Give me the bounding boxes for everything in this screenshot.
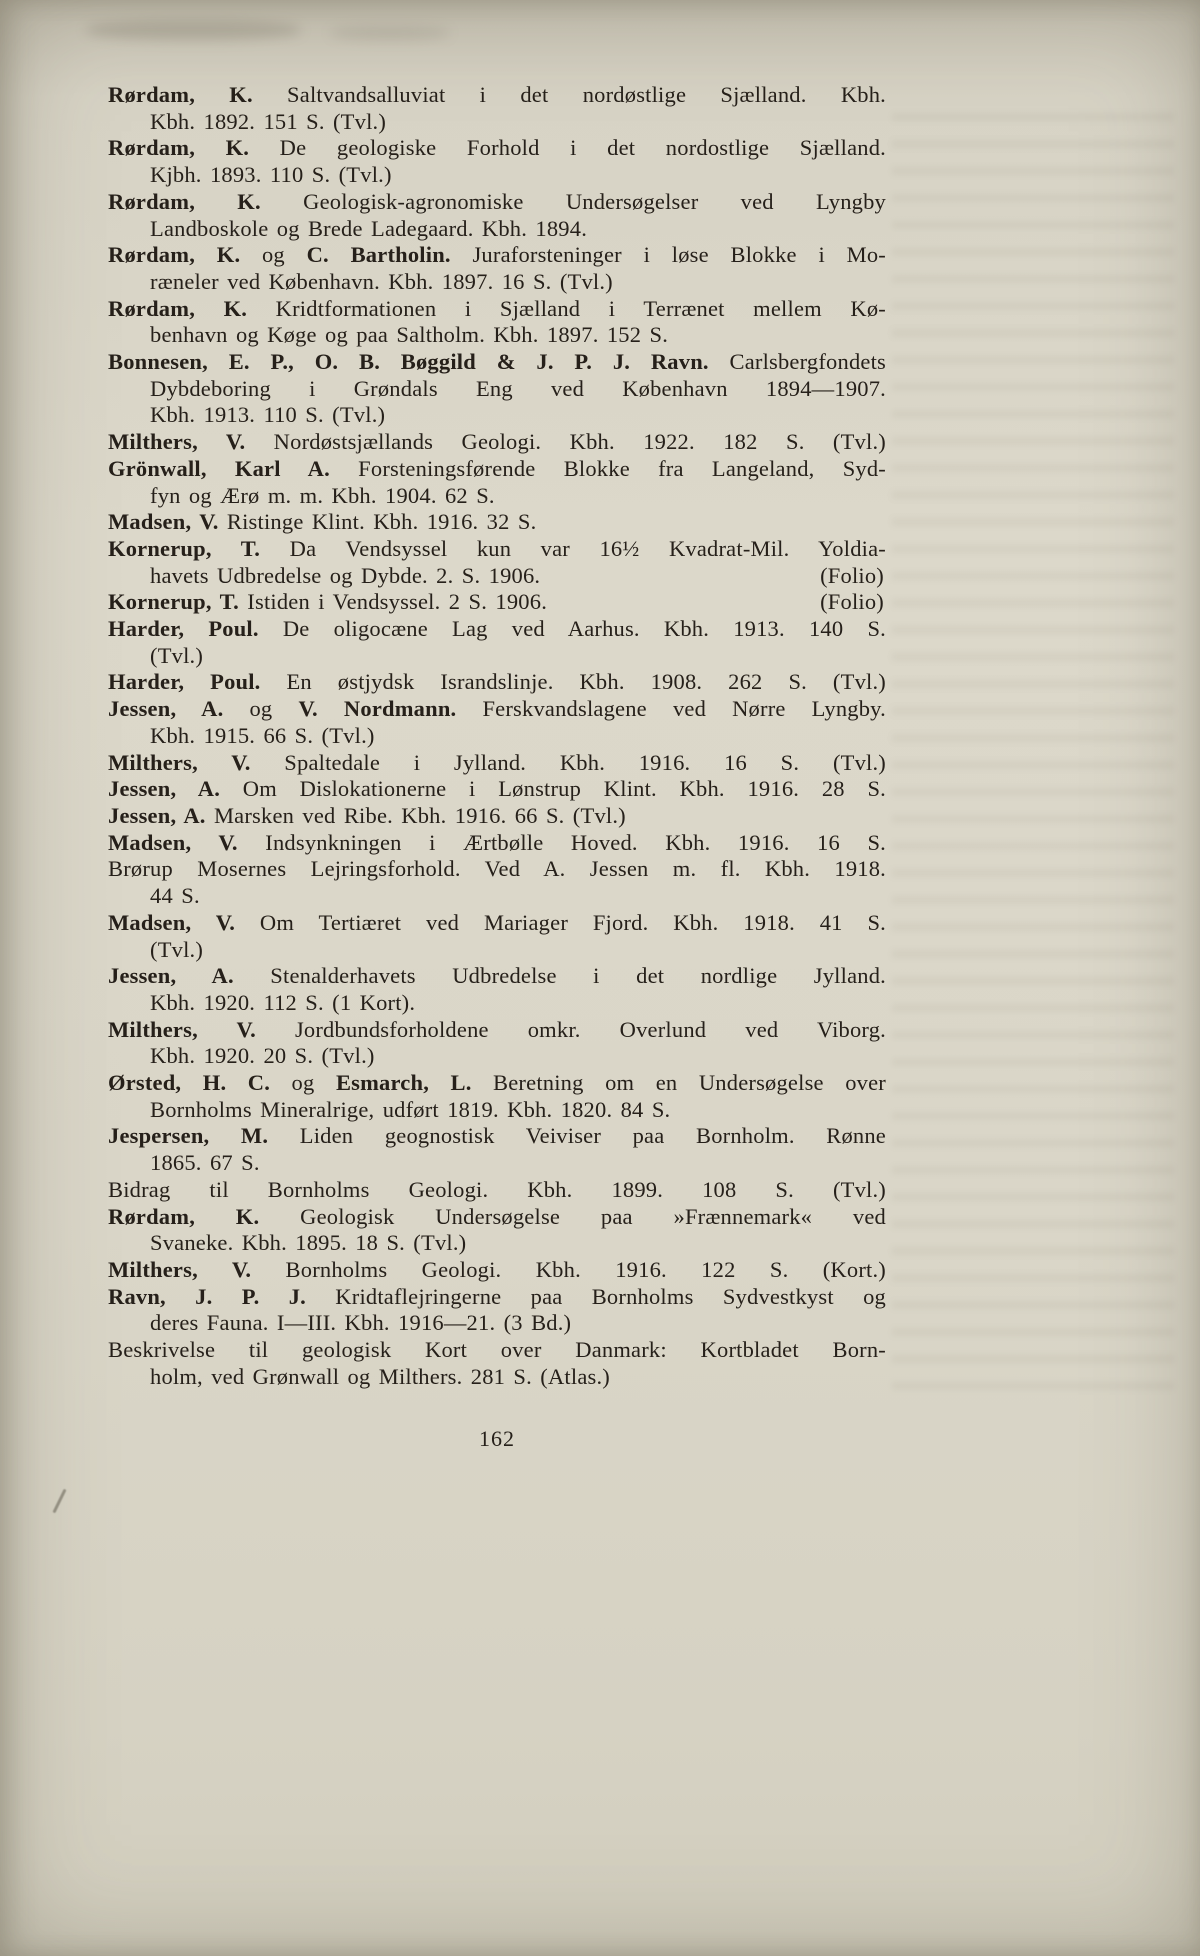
bibliography-entry (108, 296, 886, 349)
entry-line (108, 109, 886, 136)
bibliography-entry (108, 616, 886, 669)
top-smudge (86, 20, 301, 40)
author-name: Jespersen, M. (108, 1123, 269, 1149)
bibliography-entry (108, 456, 886, 509)
author-name: Harder, Poul. (108, 616, 259, 642)
entry-line (108, 135, 886, 162)
entry-line (108, 910, 886, 937)
entry-text: og (240, 242, 307, 268)
entry-text: Ristinge Klint. Kbh. 1916. 32 S. (218, 509, 537, 535)
entry-text: De oligocæne Lag ved Aarhus. Kbh. 1913. 140 S. (258, 616, 886, 642)
entry-text: Om Tertiæret ved Mariager Fjord. Kbh. 1918. 41 S. (235, 909, 886, 935)
entry-line (108, 1123, 886, 1150)
format-note: (Folio) (820, 562, 884, 588)
entry-text: Istiden i Vendsyssel. 2 S. 1906. (238, 589, 548, 615)
bibliography-entry (108, 189, 886, 242)
entry-line (108, 1284, 886, 1311)
author-name: Ørsted, H. C. (108, 1070, 271, 1096)
entry-text: Kbh. 1920. 112 S. (1 Kort). (150, 989, 416, 1015)
bibliography-entry (108, 1284, 886, 1337)
author-name: Jessen, A. (108, 802, 206, 828)
entry-text: og (270, 1070, 336, 1096)
author-name: Jessen, A. (108, 776, 221, 802)
bibliography-entry (108, 536, 886, 589)
entry-text: Kbh. 1915. 66 S. (Tvl.) (150, 722, 375, 748)
bibliography-entry (108, 349, 886, 429)
bibliography-entry (108, 669, 886, 696)
entry-line (108, 483, 886, 510)
pencil-mark (52, 1489, 66, 1514)
entry-text: Nordøstsjællands Geologi. Kbh. 1922. 182 S. (Tvl.) (245, 429, 886, 455)
entry-text: Landboskole og Brede Ladegaard. Kbh. 1894. (150, 215, 588, 241)
entry-text: holm, ved Grønwall og Milthers. 281 S. (Atlas.) (150, 1363, 610, 1389)
bibliography-entry (108, 429, 886, 456)
author-name: Rørdam, K. (108, 1203, 260, 1229)
author-name: Rørdam, K. (108, 135, 250, 161)
entry-line (108, 269, 886, 296)
bleedthrough-ghost-text (892, 96, 1174, 1406)
entry-line (108, 162, 886, 189)
author-name: Harder, Poul. (108, 669, 261, 695)
entry-line (108, 803, 886, 830)
bibliography-entry (108, 750, 886, 777)
entry-text: Geologisk Undersøgelse paa »Frænnemark« ved (259, 1203, 886, 1229)
entry-line (108, 990, 886, 1017)
entry-text: Kridtaflejringerne paa Bornholms Sydvestkyst og (306, 1283, 886, 1309)
entry-text: Juraforsteninger i løse Blokke i Mo- (450, 242, 886, 268)
author-name: Bonnesen, E. P., O. B. Bøggild & J. P. J. Ravn. (108, 349, 709, 375)
bibliography-entry (108, 1257, 886, 1284)
entry-text: deres Fauna. I—III. Kbh. 1916—21. (3 Bd.) (150, 1310, 572, 1336)
entry-text: Kbh. 1920. 20 S. (Tvl.) (150, 1043, 375, 1069)
entry-text: Liden geognostisk Veiviser paa Bornholm. Rønne (268, 1123, 886, 1149)
entry-line (108, 536, 886, 563)
entry-line (108, 349, 886, 376)
author-name: Milthers, V. (108, 1016, 256, 1042)
entry-line (108, 589, 886, 616)
entry-line (108, 643, 886, 670)
entry-line (108, 669, 886, 696)
entry-text: Svaneke. Kbh. 1895. 18 S. (Tvl.) (150, 1230, 467, 1256)
author-name: V. Nordmann. (298, 696, 457, 722)
author-name: Grönwall, Karl A. (108, 455, 330, 481)
author-name: C. Bartholin. (306, 242, 451, 268)
entry-text: Stenalderhavets Udbredelse i det nordlige Jylland. (233, 963, 886, 989)
author-name: Rørdam, K. (108, 188, 261, 214)
entry-text: 44 S. (150, 883, 200, 909)
bibliography-entry (108, 963, 886, 1016)
entry-line (108, 1150, 886, 1177)
bibliography-entry (108, 776, 886, 803)
entry-text: (Tvl.) (150, 936, 204, 962)
bibliography-entry (108, 509, 886, 536)
entry-text: Bidrag til Bornholms Geologi. Kbh. 1899. 108 S. (Tvl.) (108, 1176, 886, 1202)
entry-text: Beretning om en Undersøgelse over (471, 1070, 886, 1096)
bibliography-entry (108, 803, 886, 830)
page-number: 162 (479, 1426, 515, 1452)
entry-line (108, 1177, 886, 1204)
entry-text: Kjbh. 1893. 110 S. (Tvl.) (150, 162, 392, 188)
bibliography-entry (108, 1070, 886, 1123)
entry-line (108, 750, 886, 777)
entry-text: Brørup Mosernes Lejringsforhold. Ved A. Jessen m. fl. Kbh. 1918. (108, 856, 886, 882)
entry-list (108, 82, 886, 1390)
entry-text: Kbh. 1892. 151 S. (Tvl.) (150, 108, 387, 134)
entry-text: Ferskvandslagene ved Nørre Lyngby. (456, 696, 886, 722)
entry-line (108, 883, 886, 910)
entry-line (108, 563, 886, 590)
author-name: Madsen, V. (108, 509, 219, 535)
author-name: Jessen, A. (108, 696, 224, 722)
bibliography-entry (108, 1123, 886, 1176)
entry-line (108, 242, 886, 269)
author-name: Rørdam, K. (108, 295, 248, 321)
bibliography-entry (108, 82, 886, 135)
entry-line (108, 216, 886, 243)
format-note: (Folio) (820, 589, 884, 615)
entry-text: Beskrivelse til geologisk Kort over Danmark: Kortbladet Born- (108, 1337, 886, 1363)
entry-line (108, 616, 886, 643)
entry-line (108, 1257, 886, 1284)
entry-text: benhavn og Køge og paa Saltholm. Kbh. 1897. 152 S. (150, 322, 669, 348)
entry-line (108, 1310, 886, 1337)
entry-line (108, 1070, 886, 1097)
entry-text: Da Vendsyssel kun var 16½ Kvadrat-Mil. Yoldia- (260, 535, 886, 561)
bibliography-entry (108, 696, 886, 749)
entry-line (108, 937, 886, 964)
entry-text: Dybdeboring i Grøndals Eng ved København 1894—1907. (150, 375, 886, 401)
entry-text: Marsken ved Ribe. Kbh. 1916. 66 S. (Tvl.) (205, 802, 626, 828)
entry-line (108, 1097, 886, 1124)
author-name: Milthers, V. (108, 1256, 252, 1282)
bibliography-entry (108, 135, 886, 188)
bibliography-entry (108, 589, 886, 616)
author-name: Milthers, V. (108, 429, 246, 455)
entry-line (108, 1337, 886, 1364)
entry-line (108, 776, 886, 803)
bibliography-entry (108, 910, 886, 963)
entry-line (108, 1364, 886, 1391)
author-name: Rørdam, K. (108, 242, 241, 268)
entry-line (108, 402, 886, 429)
entry-line (108, 296, 886, 323)
entry-line (108, 456, 886, 483)
author-name: Jessen, A. (108, 963, 234, 989)
entry-line (108, 1043, 886, 1070)
entry-text: (Tvl.) (150, 642, 204, 668)
entry-line (108, 82, 886, 109)
bibliography-entry (108, 1177, 886, 1204)
entry-text: Bornholms Mineralrige, udført 1819. Kbh. 1820. 84 S. (150, 1096, 671, 1122)
entry-text: Kbh. 1913. 110 S. (Tvl.) (150, 402, 386, 428)
author-name: Kornerup, T. (108, 535, 261, 561)
bibliography-entry (108, 856, 886, 909)
entry-text: Carlsbergfondets (708, 349, 886, 375)
entry-line (108, 723, 886, 750)
entry-line (108, 376, 886, 403)
entry-line (108, 1204, 886, 1231)
entry-text: fyn og Ærø m. m. Kbh. 1904. 62 S. (150, 482, 495, 508)
bibliography-entry (108, 1204, 886, 1257)
entry-text: De geologiske Forhold i det nordostlige Sjælland. (249, 135, 886, 161)
author-name: Madsen, V. (108, 829, 238, 855)
author-name: Madsen, V. (108, 909, 236, 935)
entry-line (108, 963, 886, 990)
bibliography-entry (108, 830, 886, 857)
entry-line (108, 1230, 886, 1257)
bibliography-entry (108, 242, 886, 295)
entry-text: Spaltedale i Jylland. Kbh. 1916. 16 S. (Tvl.) (250, 749, 886, 775)
entry-line (108, 856, 886, 883)
author-name: Kornerup, T. (108, 589, 239, 615)
entry-line (108, 509, 886, 536)
top-smudge-secondary (330, 26, 450, 40)
entry-text: Saltvandsalluviat i det nordøstlige Sjælland. Kbh. (252, 82, 886, 107)
bibliography-entry (108, 1017, 886, 1070)
entry-line (108, 830, 886, 857)
author-name: Rørdam, K. (108, 82, 253, 107)
author-name: Milthers, V. (108, 749, 251, 775)
bibliography-text-block (108, 82, 886, 1453)
entry-line (108, 189, 886, 216)
entry-line (108, 429, 886, 456)
entry-text: Geologisk-agronomiske Undersøgelser ved Lyngby (260, 188, 887, 214)
entry-text: Om Dislokationerne i Lønstrup Klint. Kbh. 1916. 28 S. (220, 776, 886, 802)
entry-text: Bornholms Geologi. Kbh. 1916. 122 S. (Kort.) (251, 1256, 886, 1282)
entry-text: Kridtformationen i Sjælland i Terrænet mellem Kø- (247, 295, 886, 321)
author-name: Ravn, J. P. J. (108, 1283, 307, 1309)
entry-line (108, 696, 886, 723)
entry-text: Jordbundsforholdene omkr. Overlund ved Viborg. (255, 1016, 886, 1042)
entry-line (108, 322, 886, 349)
bibliography-entry (108, 1337, 886, 1390)
entry-text: havets Udbredelse og Dybde. 2. S. 1906. (150, 562, 541, 588)
entry-text: og (223, 696, 299, 722)
author-name: Esmarch, L. (335, 1070, 472, 1096)
entry-text: En østjydsk Israndslinje. Kbh. 1908. 262 S. (Tvl.) (260, 669, 886, 695)
entry-text: ræneler ved København. Kbh. 1897. 16 S. (Tvl.) (150, 268, 613, 294)
entry-text: Indsynkningen i Ærtbølle Hoved. Kbh. 1916. 16 S. (237, 829, 886, 855)
entry-line (108, 1017, 886, 1044)
entry-text: 1865. 67 S. (150, 1150, 260, 1176)
entry-text: Forsteningsførende Blokke fra Langeland, Syd- (329, 455, 886, 481)
